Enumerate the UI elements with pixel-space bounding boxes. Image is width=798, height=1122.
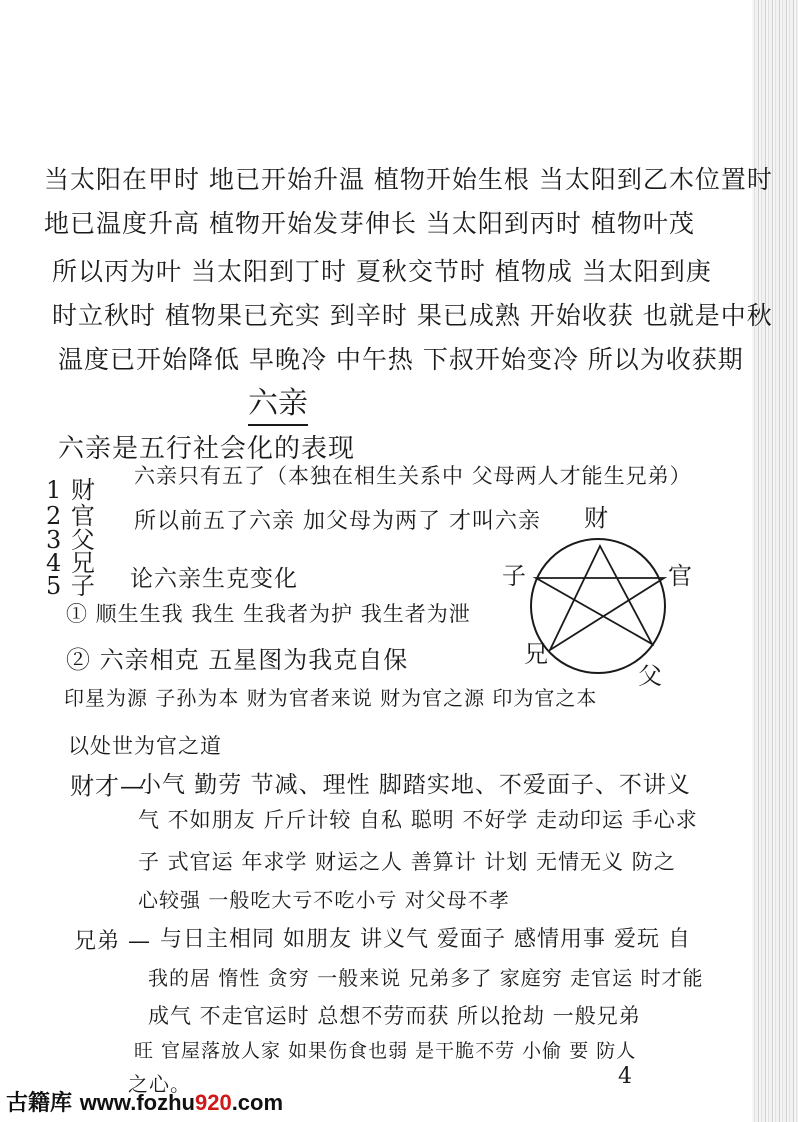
note-line: 以处世为官之道 [68,734,222,758]
entry-line: 气 不如朋友 斤斤计较 自私 聪明 不好学 走动印运 手心求 [138,808,698,832]
paragraph-line: 地已温度升高 植物开始发芽伸长 当太阳到丙时 植物叶茂 [44,209,695,238]
diagram-node-cai: 财 [584,504,608,532]
entry-line: 旺 官屋落放人家 如果伤食也弱 是干脆不劳 小偷 要 防人 [134,1040,637,1062]
entry-line: 我的居 惰性 贪穷 一般来说 兄弟多了 家庭穷 走官运 时才能 [148,966,704,990]
entry-line: 与日主相同 如朋友 讲义气 爱面子 感情用事 爱玩 自 [160,927,691,952]
pentagram-diagram [480,498,700,698]
note-line: 所以前五了六亲 加父母为两了 才叫六亲 [134,509,541,534]
entry-line: 小气 勤劳 节减、理性 脚踏实地、不爱面子、不讲义 [138,772,691,798]
diagram-node-guan: 官 [668,562,692,590]
list-item: 2 官 [46,502,96,530]
diagram-node-zi: 子 [502,562,526,590]
paragraph-line: 所以丙为叶 当太阳到丁时 夏秋交节时 植物成 当太阳到庚 [52,257,712,286]
diagram-circle [531,539,665,673]
entry-line: 心较强 一般吃大亏不吃小亏 对父母不孝 [138,888,510,912]
note-line: 印星为源 子孙为本 财为官者来说 财为官之源 印为官之本 [64,686,598,710]
watermark [6,1086,283,1117]
entry-label: 兄弟 — [74,929,151,954]
note-line: 六亲只有五了（本独在相生关系中 父母两人才能生兄弟） [134,464,692,488]
entry-line: 之心。 [128,1072,191,1096]
paragraph-line: 时立秋时 植物果已充实 到辛时 果已成熟 开始收获 也就是中秋 [52,301,773,330]
watermark-brand: 古籍库 [6,1091,73,1116]
paragraph-line: 当太阳在甲时 地已开始升温 植物开始生根 当太阳到乙木位置时 [44,165,773,194]
entry-label: 财才— [70,772,145,800]
diagram-node-xiong: 兄 [524,640,548,668]
list-item: 3 父 [46,526,96,554]
list-item: 1 财 [46,476,96,504]
section-title: 六亲 [248,378,308,426]
watermark-url: www.fozhu920.com [79,1090,284,1115]
diagram-star [536,546,664,650]
entry-line: 成气 不走官运时 总想不劳而获 所以抢劫 一般兄弟 [148,1004,641,1028]
page-number: 4 [618,1064,632,1089]
diagram-node-fu: 父 [638,662,662,690]
note-line: ② 六亲相克 五星图为我克自保 [66,646,409,674]
section-subtitle: 六亲是五行社会化的表现 [58,434,356,464]
paragraph-line: 温度已开始降低 早晚冷 中午热 下叔开始变冷 所以为收获期 [58,345,744,374]
list-item: 4 兄 [46,549,96,577]
note-line: ① 顺生生我 我生 生我者为护 我生者为泄 [66,602,471,626]
entry-line: 子 式官运 年求学 财运之人 善算计 计划 无情无义 防之 [138,850,676,874]
list-item: 5 子 [46,572,96,600]
note-line: 论六亲生克变化 [130,566,298,592]
